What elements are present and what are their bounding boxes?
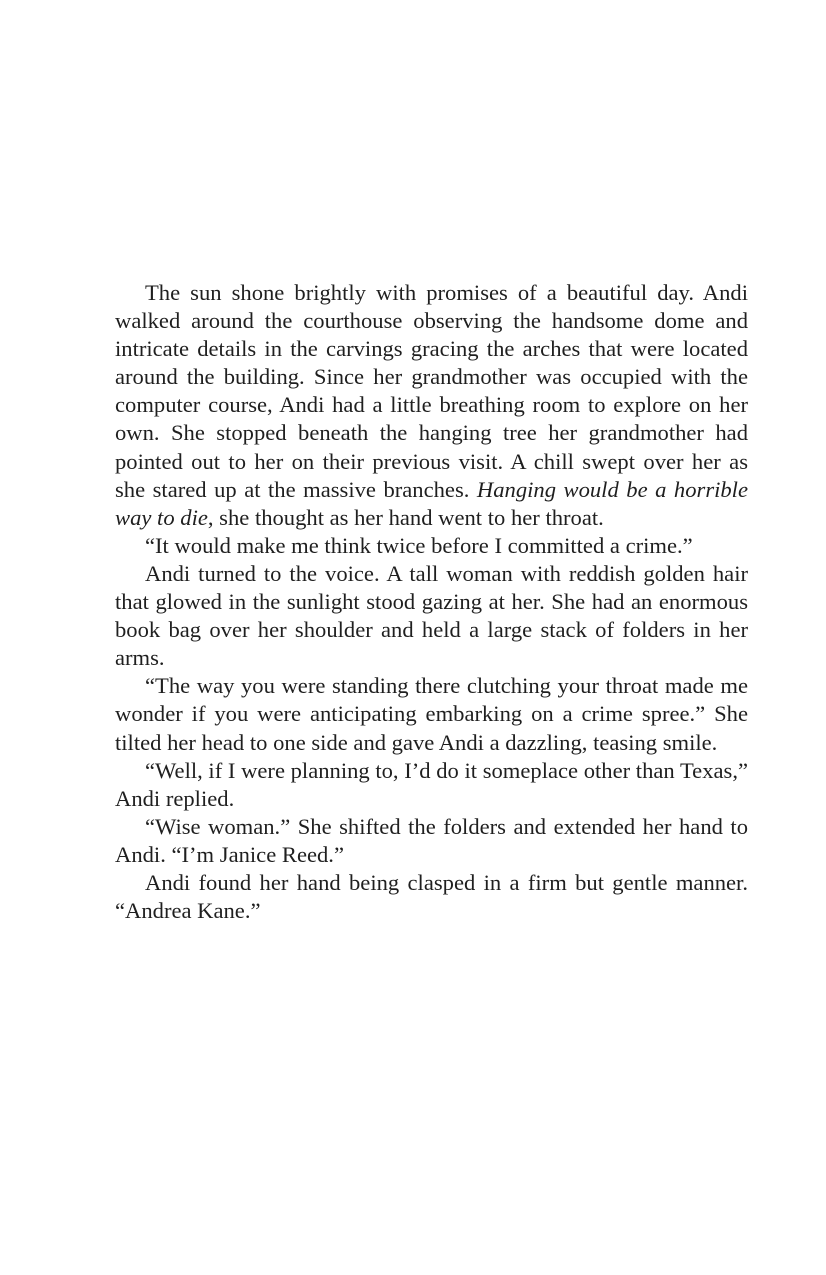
paragraph-3: Andi turned to the voice. A tall woman with reddish golden hair that glowed in the sunlight stood gazing at her. She had an enormous book bag over her shoulder and held a large stack of folders in her arms. bbox=[115, 560, 748, 671]
paragraph-1-text: The sun shone brightly with promises of a beautiful day. Andi walked around the courthouse observing the handsome dome and intricate details in the carvings gracing the arches that were located around the building. Since her grandmother was occupied with the computer course, Andi had a little breathing room to explore on her own. She stopped beneath the hanging tree her grandmother had pointed out to her on their previous visit. A chill swept over her as she stared up at the massive branches. bbox=[115, 280, 748, 502]
body-text bbox=[115, 279, 748, 925]
paragraph-6: “Wise woman.” She shifted the folders and extended her hand to Andi. “I’m Janice Reed.” bbox=[115, 813, 748, 867]
paragraph-1-text-end: , she thought as her hand went to her throat. bbox=[207, 504, 604, 530]
paragraph-1-italic-thought: Hanging would be a horrible way to die bbox=[115, 476, 748, 530]
paragraph-4: “The way you were standing there clutching your throat made me wonder if you were anticipating embarking on a crime spree.” She tilted her head to one side and gave Andi a dazzling, teasing smile. bbox=[115, 673, 748, 755]
paragraph-5: “Well, if I were planning to, I’d do it someplace other than Texas,” Andi replied. bbox=[115, 757, 748, 811]
paragraph-2: “It would make me think twice before I committed a crime.” bbox=[145, 532, 693, 558]
paragraph-7: Andi found her hand being clasped in a firm but gentle manner. “Andrea Kane.” bbox=[115, 869, 748, 924]
paragraph-1 bbox=[115, 279, 748, 532]
